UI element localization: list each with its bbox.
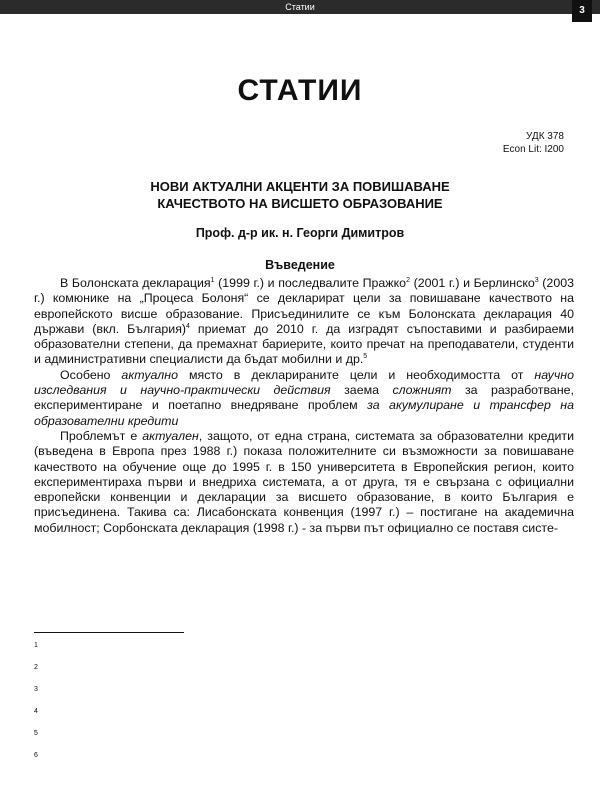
footnote-text bbox=[48, 662, 574, 684]
footnote bbox=[34, 662, 574, 684]
footnote bbox=[34, 684, 574, 706]
footnote bbox=[34, 750, 574, 772]
paragraph-2-emphasis: за акумулиране и трансфер на образователни кредити bbox=[34, 398, 574, 428]
paragraph-2-text: заема bbox=[330, 383, 393, 398]
paragraph-1-text: (2003 г.) комюнике на „Процеса Болоня“ се декларират цели за повишаване качеството на европейското висше образование. Присъединилите се към Болонската декларация 40 държави (вкл. България) bbox=[34, 276, 575, 336]
page-number: 3 bbox=[572, 0, 592, 22]
paragraph-1 bbox=[34, 276, 574, 368]
paragraph-3-text: , защото, от една страна, системата за образователни кредити (въведена в Европа през 1988 г.) показа положителните си възможности за повишаване качеството на обучение още до 1995 г. в 150 университета в Европейския регион, които експериментираха първи и внедриха системата, а от друга, тя е свързана с официални европейски конвенции и декларации за висшето образование, в които България е присъединена. Такива са: Лисабонската конвенция (1997 г.) – постигане на академична мобилност; Сорбонската декларация (1998 г.) - за първи път официално се поставя систе- bbox=[34, 428, 574, 535]
article-title bbox=[50, 178, 550, 212]
paragraph-2-text: Особено bbox=[60, 367, 122, 382]
paragraph-2-emphasis: сложният bbox=[392, 383, 452, 398]
footnote-ref: 2 bbox=[406, 276, 410, 284]
footnote-number: 3 bbox=[34, 686, 38, 693]
paragraph-3-text: Проблемът е bbox=[60, 428, 143, 443]
econ-lit-code: Econ Lit: I200 bbox=[502, 144, 564, 155]
footnote bbox=[34, 706, 574, 728]
subheading-introduction: Въведение bbox=[265, 258, 335, 272]
paragraph-1-text: приемат до 2010 г. да изградят съпоставими и разбираеми образователни степени, да премахнат бариерите, които пречат на преподаватели, студенти и административни специалисти да бъдат мобилни и др. bbox=[34, 321, 574, 367]
paragraph-3 bbox=[34, 429, 574, 536]
article-title-line-1: НОВИ АКТУАЛНИ АКЦЕНТИ ЗА ПОВИШАВАНЕ bbox=[150, 179, 450, 194]
article-title-line-2: КАЧЕСТВОТО НА ВИСШЕТО ОБРАЗОВАНИЕ bbox=[157, 196, 443, 211]
footnote-text bbox=[48, 728, 574, 750]
running-header bbox=[0, 0, 600, 14]
footnote-text bbox=[48, 750, 574, 772]
paragraph-2-text: за разработване, експериментиране и поетапно внедряване проблем bbox=[34, 383, 574, 413]
classification-codes bbox=[503, 130, 564, 156]
running-title: Статии bbox=[285, 2, 315, 12]
footnote-number: 2 bbox=[34, 664, 38, 671]
footnote-ref: 4 bbox=[186, 322, 190, 330]
article-body bbox=[34, 276, 574, 536]
footnote-ref: 1 bbox=[210, 276, 215, 284]
footnote-text bbox=[48, 684, 574, 706]
footnote-number: 6 bbox=[34, 752, 38, 759]
footnote-ref: 5 bbox=[363, 353, 368, 361]
paragraph-2 bbox=[34, 368, 574, 429]
author-name: Проф. д-р ик. н. Георги Димитров bbox=[195, 226, 405, 240]
footnote-number: 4 bbox=[34, 708, 38, 715]
footnote-text bbox=[48, 706, 574, 728]
footnote-number: 5 bbox=[34, 730, 38, 737]
paragraph-2-emphasis: актуално bbox=[121, 367, 178, 382]
footnote bbox=[34, 640, 574, 662]
footnote-text bbox=[48, 640, 574, 662]
paragraph-2-emphasis: научно изследвания и научно-практически действия bbox=[34, 367, 574, 398]
paragraph-1-text: В Болонската декларация bbox=[60, 276, 211, 290]
footnote-ref: 3 bbox=[534, 276, 539, 284]
paragraph-3-emphasis: актуален bbox=[142, 428, 199, 443]
paragraph-1-text: (1999 г.) и последвалите Пражко bbox=[214, 276, 407, 290]
udk-code: УДК 378 bbox=[526, 131, 564, 142]
footnote bbox=[34, 728, 574, 750]
footnotes bbox=[34, 640, 574, 772]
section-heading: СТАТИИ bbox=[237, 74, 363, 107]
footnote-divider bbox=[34, 632, 184, 633]
paragraph-2-text: място в декларираните цели и необходимостта от bbox=[178, 367, 535, 382]
paragraph-1-text: (2001 г.) и Берлинско bbox=[409, 276, 535, 290]
footnote-number: 1 bbox=[34, 642, 38, 649]
